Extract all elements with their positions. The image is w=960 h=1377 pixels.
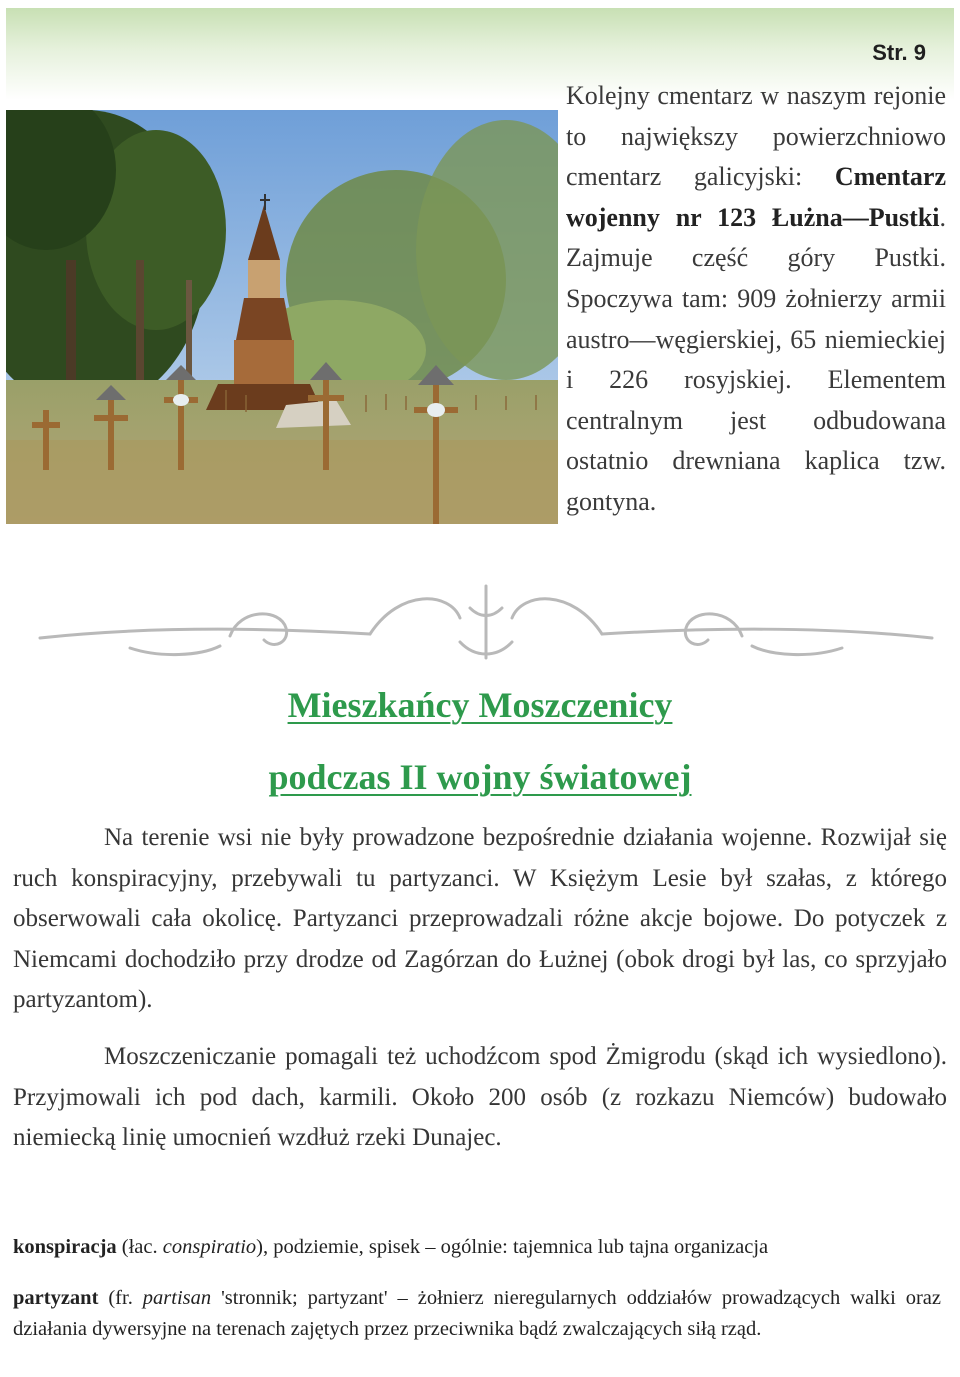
intro-paragraph xyxy=(566,76,946,523)
glossary-origin-word: partisan xyxy=(142,1287,212,1309)
paragraph-1: Na terenie wsi nie były prowadzone bezpośrednie działania wojenne. Rozwijał się ruch konspiracyjny, przebywali tu partyzanci. W Księżym Lesie był szałas, z którego obserwowali cała okolicę. Partyzanci przeprowadzali różne akcje bojowe. Do potyczek z Niemcami dochodziło przy drodze od Zagórzan do Łużnej (obok drogi był las, co sprzyjało partyzantom). xyxy=(13,824,947,1013)
cemetery-name: Cmentarz wojenny nr 123 Łużna—Pustki xyxy=(566,162,946,232)
cemetery-chapel-photo xyxy=(6,110,558,524)
page-number: Str. 9 xyxy=(872,40,926,65)
glossary-origin-word: conspiratio xyxy=(162,1236,257,1258)
section-title-line-1: Mieszkańcy Moszczenicy xyxy=(287,685,673,725)
section-title-line-2: podczas II wojny światowej xyxy=(268,757,692,797)
glossary-term: partyzant xyxy=(13,1287,99,1309)
glossary-origin: (fr. xyxy=(98,1287,143,1309)
glossary-term: konspiracja xyxy=(13,1236,117,1258)
glossary-entry-partyzant xyxy=(13,1283,941,1345)
intro-text-start: Kolejny cmentarz w naszym rejonie to największy powierzchniowo cmentarz galicyjski: xyxy=(566,81,946,192)
glossary-origin: (łac. xyxy=(116,1236,163,1258)
paragraph-2: Moszczeniczanie pomagali też uchodźcom spod Żmigrodu (skąd ich wysiedlono). Przyjmowali ich pod dach, karmili. Około 200 osób (z rozkazu Niemców) budowało niemiecką linię umocnień wzdłuż rzeki Dunajec. xyxy=(13,1043,947,1151)
glossary-definition: 'stronnik; partyzant' – żołnierz nieregularnych oddziałów prowadzących walki oraz działania dywersyjne na terenach zajętych przez przeciwnika bądź zwalczających siłą rząd. xyxy=(13,1287,941,1340)
glossary-definition: ), podziemie, spisek – ogólnie: tajemnica lub tajna organizacja xyxy=(256,1236,769,1258)
intro-text-end: . Zajmuje część góry Pustki. Spoczywa tam: 909 żołnierzy armii austro—węgierskiej, 65 niemieckiej i 226 rosyjskiej. Elementem centralnym jest odbudowana ostatnio drewniana kaplica tzw. gontyna. xyxy=(566,202,946,516)
glossary-entry-konspiracja xyxy=(13,1232,941,1263)
ornament-divider xyxy=(30,578,942,674)
